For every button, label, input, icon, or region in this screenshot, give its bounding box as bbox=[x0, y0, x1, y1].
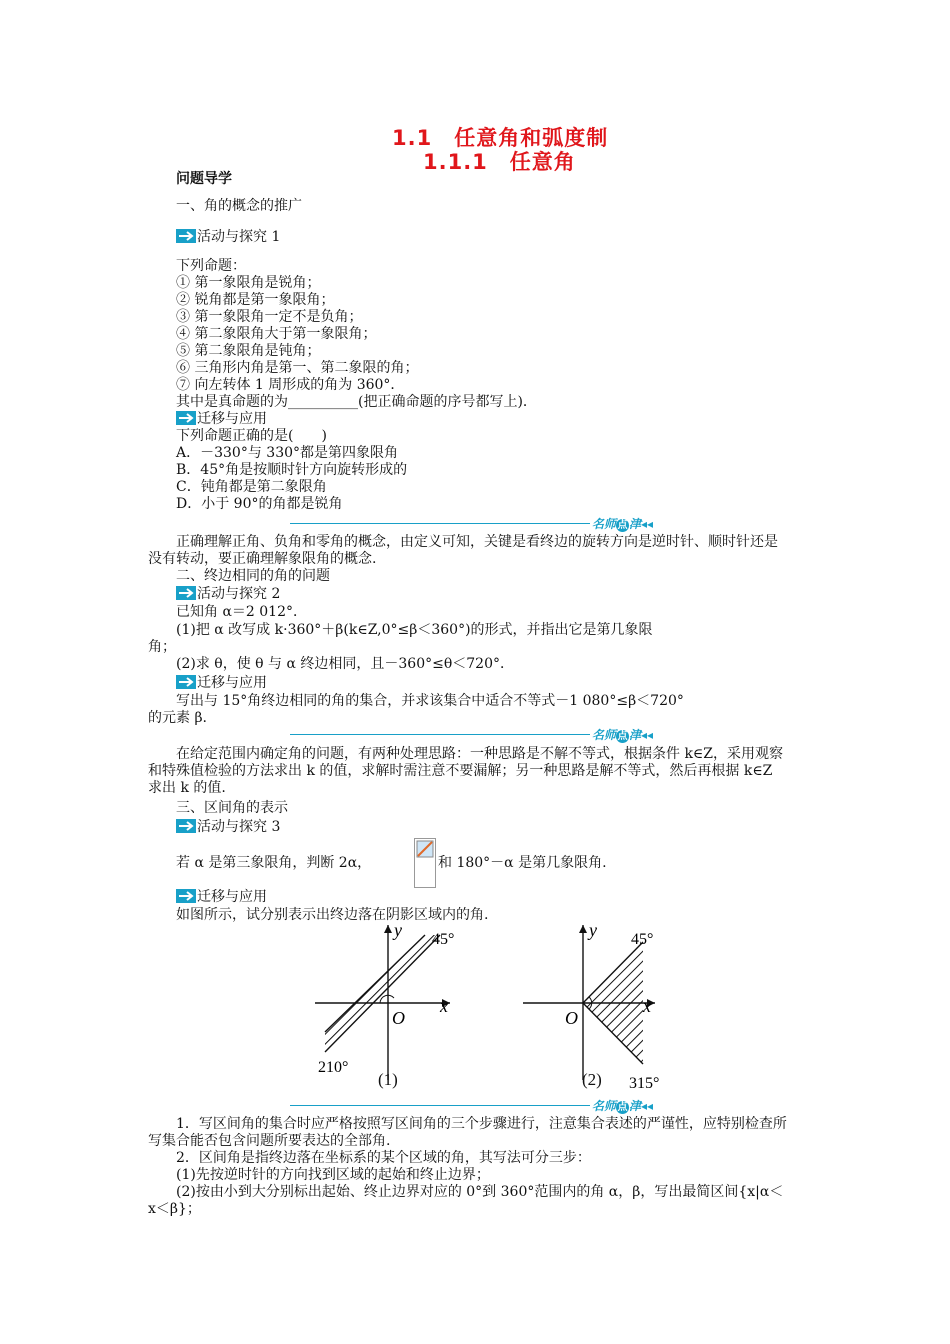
p1-line-1: ① 第一象限角是锐角； bbox=[176, 275, 321, 291]
p1-line-2: ② 锐角都是第一象限角； bbox=[176, 292, 335, 308]
arrow-icon bbox=[176, 819, 196, 833]
arrow-icon bbox=[176, 675, 196, 689]
figure-1-boundary-210 bbox=[325, 935, 425, 1032]
figure-1-boundary-45 bbox=[325, 935, 440, 1052]
figure-2-y-label: y bbox=[589, 920, 597, 940]
transfer-2-label: 迁移与应用 bbox=[197, 675, 267, 691]
figure-1-angle-arc bbox=[380, 995, 394, 1003]
p1-line-5: ⑤ 第二象限角是钝角； bbox=[176, 343, 321, 359]
part1-heading: 一、角的概念的推广 bbox=[176, 198, 302, 214]
figure-2-y-arrow bbox=[579, 925, 587, 933]
note-1: 正确理解正角、负角和零角的概念，由定义可知，关键是看终边的旋转方向是逆时针、顺时针还是没有转动，要正确理解象限角的概念. bbox=[148, 534, 778, 567]
section-heading: 问题导学 bbox=[176, 171, 232, 187]
dot-icon: 点 bbox=[617, 1102, 628, 1113]
activity-1 bbox=[176, 229, 280, 246]
activity-1-label: 活动与探究 1 bbox=[197, 229, 281, 245]
figure-2-origin: O bbox=[565, 1008, 578, 1028]
p2-line-1: (1)把 α 改写成 k·360°＋β(k∈Z,0°≤β＜360°)的形式，并指出它是第几象限 bbox=[176, 622, 653, 638]
q-line-2: B．45°角是按顺时针方向旋转形成的 bbox=[176, 462, 408, 478]
figure-1-bottom-label: 210° bbox=[318, 1059, 349, 1076]
part2-heading: 二、终边相同的角的问题 bbox=[176, 568, 330, 584]
p1-line-8: 其中是真命题的为__________(把正确命题的序号都写上)． bbox=[176, 394, 537, 410]
p2-line-2: 角； bbox=[148, 639, 176, 655]
figure-1-origin: O bbox=[392, 1008, 405, 1028]
main-title: 1.1 任意角和弧度制 bbox=[392, 126, 609, 150]
transfer-1 bbox=[176, 411, 267, 428]
q-line-4: D．小于 90°的角都是锐角 bbox=[176, 496, 343, 512]
mingshi-banner-3: 名师 点 津◂◂ bbox=[592, 1099, 654, 1113]
arrow-icon bbox=[176, 586, 196, 600]
t2-line-0: 写出与 15°角终边相同的角的集合，并求该集合中适合不等式－1 080°≤β＜720° bbox=[176, 693, 684, 709]
figure-2-bottom-label: 315° bbox=[629, 1075, 660, 1092]
activity-3-label: 活动与探究 3 bbox=[197, 819, 281, 835]
note-3-line-0: 1．写区间角的集合时应严格按照写区间角的三个步骤进行，注意集合表述的严谨性，应特别检查所写集合能否包含问题所要表达的全部角. bbox=[148, 1116, 787, 1149]
mingshi-banner-2: 名师 点 津◂◂ bbox=[592, 728, 654, 742]
divider-2 bbox=[290, 734, 590, 735]
part3-heading: 三、区间角的表示 bbox=[176, 800, 288, 816]
p1-line-0: 下列命题： bbox=[176, 258, 246, 274]
divider-1 bbox=[290, 523, 590, 524]
activity-3 bbox=[176, 819, 280, 836]
q-line-3: C．钝角都是第二象限角 bbox=[176, 479, 327, 495]
p1-line-3: ③ 第一象限角一定不是负角； bbox=[176, 309, 363, 325]
figure-2 bbox=[515, 920, 675, 1095]
arrow-icon bbox=[176, 229, 196, 243]
dot-icon: 点 bbox=[617, 520, 628, 531]
activity-2 bbox=[176, 586, 280, 603]
broken-image-icon bbox=[414, 838, 436, 888]
t3-line: 如图所示，试分别表示出终边落在阴影区域内的角. bbox=[176, 907, 489, 923]
mingshi-banner-1: 名师 点 津◂◂ bbox=[592, 517, 654, 531]
activity-2-label: 活动与探究 2 bbox=[197, 586, 281, 602]
p2-line-0: 已知角 α＝2 012°． bbox=[176, 604, 307, 620]
figure-1-top-label: 45° bbox=[432, 931, 455, 948]
note-3-line-2: (1)先按逆时针的方向找到区域的起始和终止边界； bbox=[176, 1167, 490, 1183]
figure-1-y-label: y bbox=[394, 920, 402, 940]
dot-icon: 点 bbox=[617, 731, 628, 742]
q-line-0: 下列命题正确的是( ) bbox=[176, 428, 327, 444]
figure-1-x-label: x bbox=[440, 996, 448, 1016]
note-3-line-3: (2)按由小到大分别标出起始、终止边界对应的 0°到 360°范围内的角 α，β，写出最简区间{x|α＜x＜β}； bbox=[148, 1184, 784, 1217]
divider-3 bbox=[290, 1105, 590, 1106]
p1-line-6: ⑥ 三角形内角是第一、第二象限的角； bbox=[176, 360, 419, 376]
note-2: 在给定范围内确定角的问题，有两种处理思路：一种思路是不解不等式，根据条件 k∈Z，采用观察和特殊值检验的方法求出 k 的值，求解时需注意不要漏解；另一种思路是解不等式，然后再根据 k∈Z 求出 k 的值. bbox=[148, 746, 784, 796]
transfer-2 bbox=[176, 675, 267, 692]
transfer-1-label: 迁移与应用 bbox=[197, 411, 267, 427]
p3-line-post: 和 180°－α 是第几象限角. bbox=[438, 855, 607, 871]
p1-line-4: ④ 第二象限角大于第一象限角； bbox=[176, 326, 377, 342]
transfer-3-label: 迁移与应用 bbox=[197, 889, 267, 905]
figure-2-top-label: 45° bbox=[631, 931, 654, 948]
arrow-icon bbox=[176, 411, 196, 425]
figure-1-y-arrow bbox=[384, 925, 392, 933]
t2-line-1: 的元素 β. bbox=[148, 710, 207, 726]
figure-2-caption: (2) bbox=[582, 1070, 602, 1089]
sub-title: 1.1.1 任意角 bbox=[423, 150, 576, 174]
transfer-3 bbox=[176, 889, 267, 906]
p3-line-pre: 若 α 是第三象限角，判断 2α， bbox=[176, 855, 372, 871]
figure-1-caption: (1) bbox=[378, 1070, 398, 1089]
figure-2-x-label: x bbox=[643, 996, 651, 1016]
p2-line-3: (2)求 θ，使 θ 与 α 终边相同，且－360°≤θ＜720°． bbox=[176, 656, 514, 672]
figure-1 bbox=[310, 920, 470, 1095]
arrow-icon bbox=[176, 889, 196, 903]
q-line-1: A．－330°与 330°都是第四象限角 bbox=[176, 445, 399, 461]
p1-line-7: ⑦ 向左转体 1 周形成的角为 360°． bbox=[176, 377, 405, 393]
note-3-line-1: 2．区间角是指终边落在坐标系的某个区域的角，其写法可分三步： bbox=[176, 1150, 591, 1166]
